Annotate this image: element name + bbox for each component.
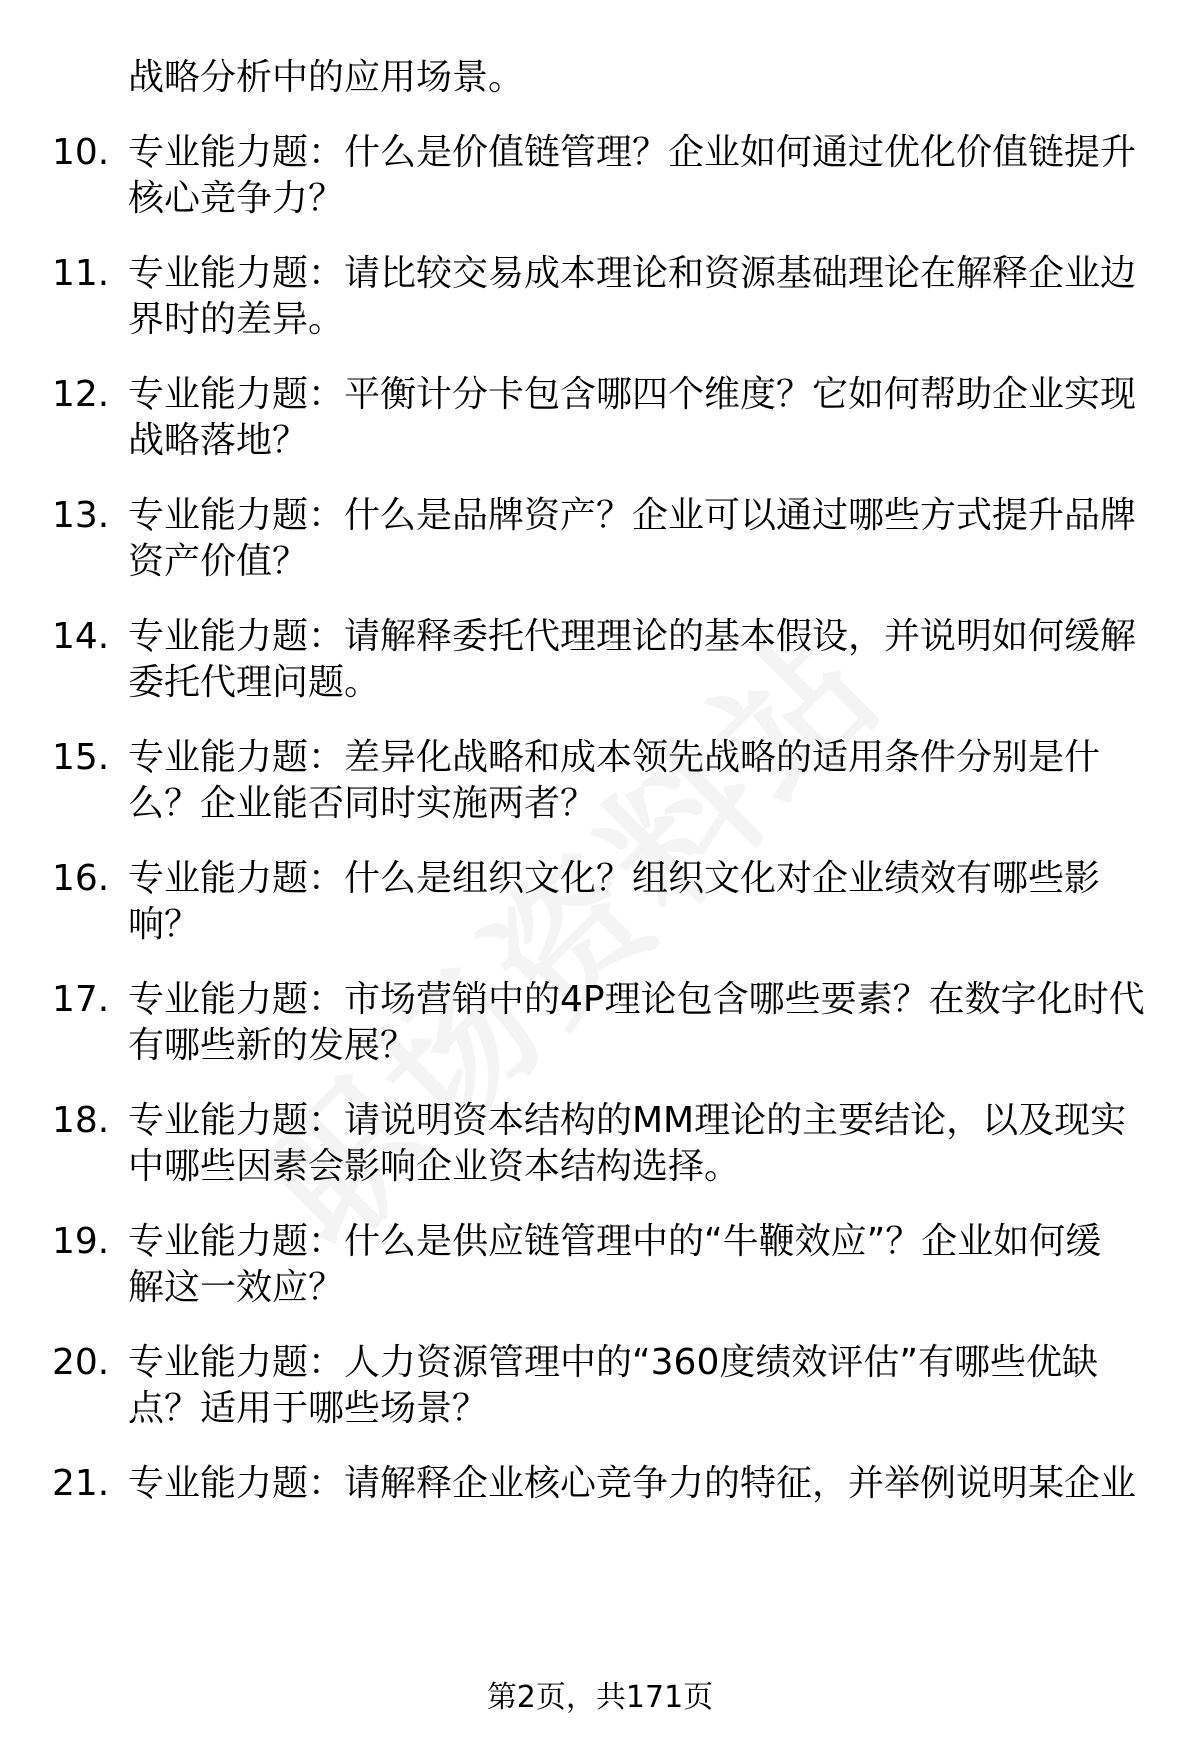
list-item-number: 12. bbox=[52, 374, 110, 415]
list-item-number: 10. bbox=[52, 132, 110, 173]
list-item-text: 专业能力题：市场营销中的4P理论包含哪些要素？在数字化时代 bbox=[128, 979, 1145, 1020]
list-item-text: 专业能力题：请解释企业核心竞争力的特征，并举例说明某企业 bbox=[128, 1463, 1137, 1504]
list-item-text-continued: 么？企业能否同时实施两者？ bbox=[128, 783, 597, 824]
list-item-text-continued: 委托代理问题。 bbox=[128, 662, 381, 703]
list-item-number: 11. bbox=[52, 253, 110, 294]
list-item-number: 16. bbox=[52, 858, 110, 899]
list-item-number: 21. bbox=[52, 1463, 110, 1504]
list-item-text: 专业能力题：什么是供应链管理中的“牛鞭效应”？企业如何缓 bbox=[128, 1221, 1102, 1262]
intro-line: 战略分析中的应用场景。 bbox=[128, 57, 525, 98]
list-item-text-continued: 中哪些因素会影响企业资本结构选择。 bbox=[128, 1146, 741, 1187]
list-item-text-continued: 解这一效应？ bbox=[128, 1267, 345, 1308]
list-item-text-continued: 响？ bbox=[128, 904, 201, 945]
list-item-number: 15. bbox=[52, 737, 110, 778]
list-item-text: 专业能力题：平衡计分卡包含哪四个维度？它如何帮助企业实现 bbox=[128, 374, 1137, 415]
list-item-text-continued: 资产价值？ bbox=[128, 541, 309, 582]
list-item-text-continued: 点？适用于哪些场景？ bbox=[128, 1388, 489, 1429]
list-item-number: 19. bbox=[52, 1221, 110, 1262]
list-item-number: 20. bbox=[52, 1342, 110, 1383]
list-item-number: 17. bbox=[52, 979, 110, 1020]
list-item-text-continued: 战略落地？ bbox=[128, 420, 309, 461]
list-item-text: 专业能力题：什么是品牌资产？企业可以通过哪些方式提升品牌 bbox=[128, 495, 1137, 536]
list-item-text: 专业能力题：差异化战略和成本领先战略的适用条件分别是什 bbox=[128, 737, 1101, 778]
list-item-number: 14. bbox=[52, 616, 110, 657]
list-item-number: 18. bbox=[52, 1100, 110, 1141]
list-item-text: 专业能力题：什么是价值链管理？企业如何通过优化价值链提升 bbox=[128, 132, 1137, 173]
list-item-text-continued: 核心竞争力？ bbox=[128, 178, 345, 219]
list-item-text: 专业能力题：请比较交易成本理论和资源基础理论在解释企业边 bbox=[128, 253, 1137, 294]
page-footer: 第2页，共171页 bbox=[486, 1680, 714, 1715]
list-item-text: 专业能力题：请说明资本结构的MM理论的主要结论，以及现实 bbox=[128, 1100, 1127, 1141]
list-item-text-continued: 有哪些新的发展？ bbox=[128, 1025, 417, 1066]
list-item-text: 专业能力题：请解释委托代理理论的基本假设，并说明如何缓解 bbox=[128, 616, 1137, 657]
list-item-text-continued: 界时的差异。 bbox=[128, 299, 345, 340]
list-item-text: 专业能力题：人力资源管理中的“360度绩效评估”有哪些优缺 bbox=[128, 1342, 1099, 1383]
list-item-number: 13. bbox=[52, 495, 110, 536]
list-item-text: 专业能力题：什么是组织文化？组织文化对企业绩效有哪些影 bbox=[128, 858, 1101, 899]
